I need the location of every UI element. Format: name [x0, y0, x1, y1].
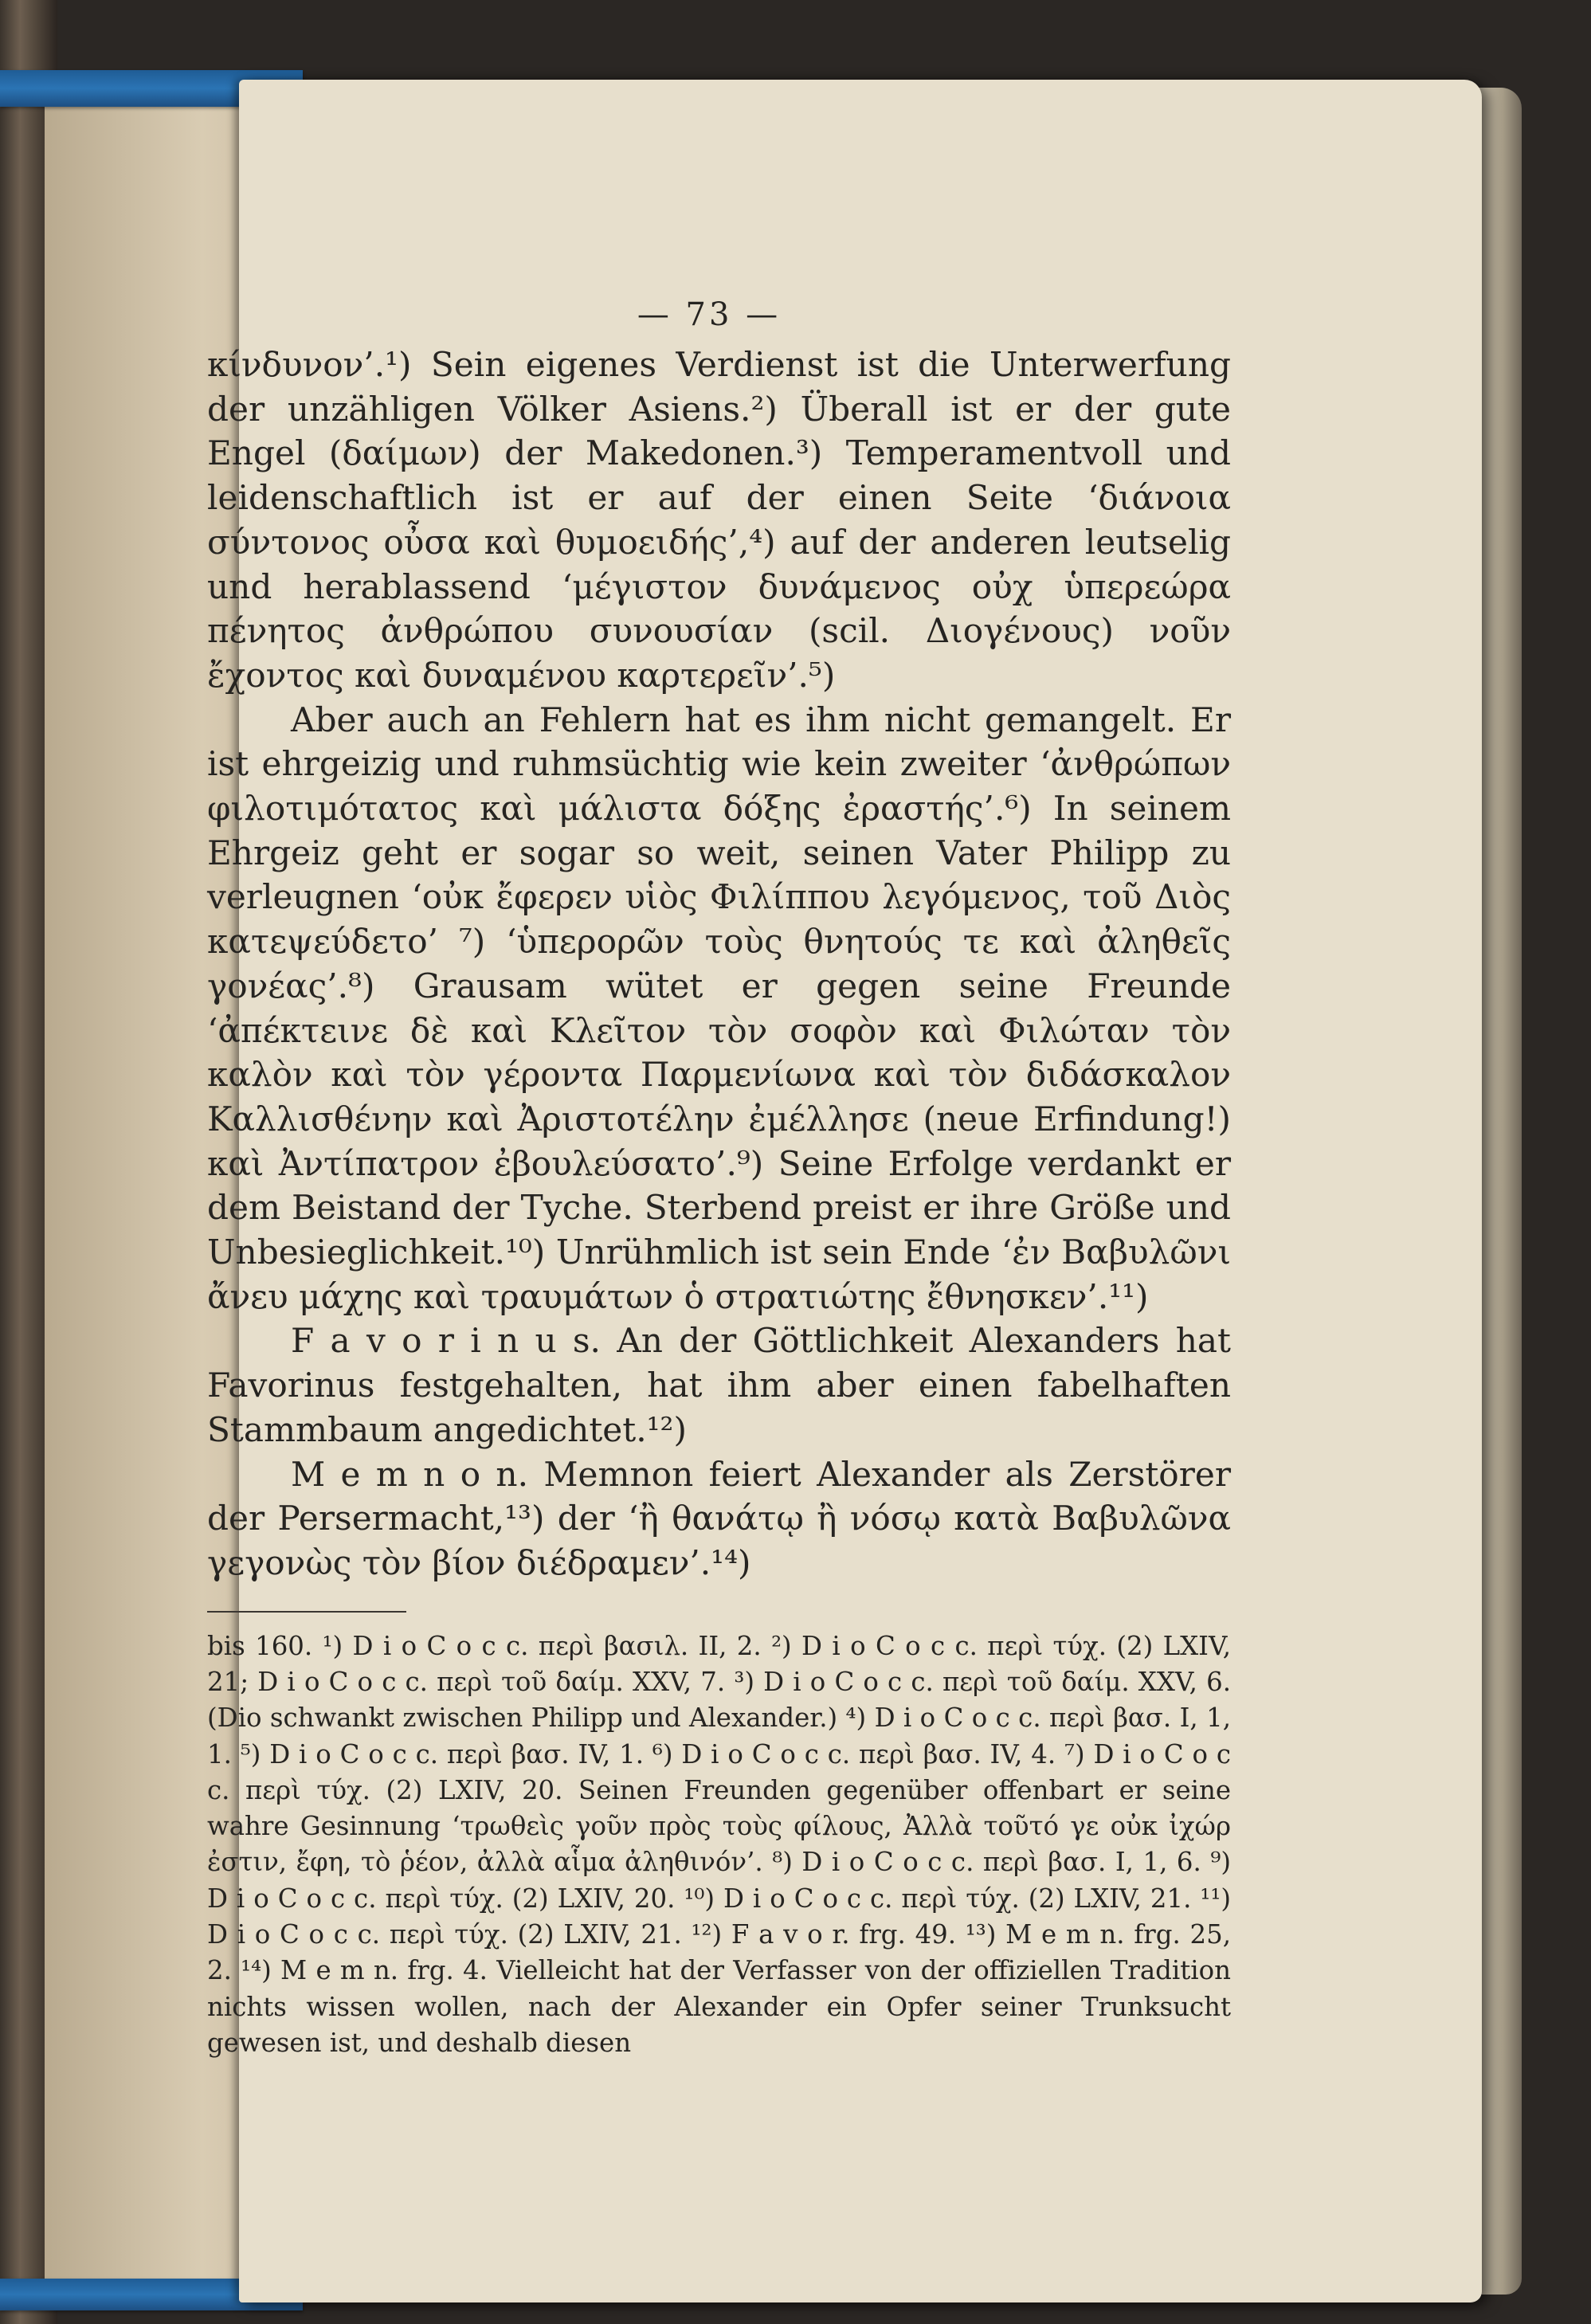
paragraph-3: F a v o r i n u s. An der Göttlichkeit Alexanders hat Favorinus festgehalten, hat ihm aber einen fabelhaften Stammbaum angedichtet.¹²) — [207, 1321, 1231, 1449]
body-text — [207, 343, 1231, 1585]
page-content — [207, 343, 1231, 2061]
page-number: — 73 — — [637, 296, 782, 333]
footnote-rule — [207, 1611, 406, 1613]
paragraph-1: κίνδυνον’.¹) Sein eigenes Verdienst ist die Unterwerfung der unzähligen Völker Asiens.²) Überall ist er der gute Engel (δαίμων) der Makedonen.³) Temperamentvoll und leidenschaftlich ist er auf der einen Seite ‘διάνοια σύντονος οὖσα καὶ θυμοειδής’,⁴) auf der anderen leutselig und herablassend ‘μέγιστον δυνάμενος οὐχ ὑπερεώρα πένητος ἀνθρώπου συνουσίαν (scil. Διογένους) νοῦν ἔχοντος καὶ δυναμένου καρτερεῖν’.⁵) — [207, 345, 1231, 695]
footnotes — [207, 1628, 1231, 2062]
footnote-text: bis 160. ¹) D i o C o c c. περὶ βασιλ. II, 2. ²) D i o C o c c. περὶ τύχ. (2) LXIV, 21; D i o C o c c. περὶ τοῦ δαίμ. XXV, 7. ³) D i o C o c c. περὶ τοῦ δαίμ. XXV, 6. (Dio schwankt zwischen Philipp und Alexander.) ⁴) D i o C o c c. περὶ βασ. I, 1, 1. ⁵) D i o C o c c. περὶ βασ. IV, 1. ⁶) D i o C o c c. περὶ βασ. IV, 4. ⁷) D i o C o c c. περὶ τύχ. (2) LXIV, 20. Seinen Freunden gegenüber offenbart er seine wahre Gesinnung ‘τρωθεὶς γοῦν πρὸς τοὺς φίλους, Ἀλλὰ τοῦτό γε οὐκ ἰχώρ ἐστιν, ἔφη, τὸ ῥέον, ἀλλὰ αἷμα ἀληθινόν’. ⁸) D i o C o c c. περὶ βασ. I, 1, 6. ⁹) D i o C o c c. περὶ τύχ. (2) LXIV, 20. ¹⁰) D i o C o c c. περὶ τύχ. (2) LXIV, 21. ¹¹) D i o C o c c. περὶ τύχ. (2) LXIV, 21. ¹²) F a v o r. frg. 49. ¹³) M e m n. frg. 25, 2. ¹⁴) M e m n. frg. 4. Vielleicht hat der Verfasser von der offiziellen Tradition nichts wissen wollen, nach der Alexander ein Opfer seiner Trunksucht gewesen ist, und deshalb diesen — [207, 1630, 1231, 2058]
paragraph-2: Aber auch an Fehlern hat es ihm nicht gemangelt. Er ist ehrgeizig und ruhmsüchtig wie kein zweiter ‘ἀνθρώπων φιλοτιμότατος καὶ μάλιστα δόξης ἐραστής’.⁶) In seinem Ehrgeiz geht er sogar so weit, seinen Vater Philipp zu verleugnen ‘οὐκ ἔφερεν υἱὸς Φιλίππου λεγόμενος, τοῦ Διὸς κατεψεύδετο’ ⁷) ‘ὑπερορῶν τοὺς θνητούς τε καὶ ἀληθεῖς γονέας’.⁸) Grausam wütet er gegen seine Freunde ‘ἀπέκτεινε δὲ καὶ Κλεῖτον τὸν σοφὸν καὶ Φιλώταν τὸν καλὸν καὶ τὸν γέροντα Παρμενίωνα καὶ τὸν διδάσκαλον Καλλισθένην καὶ Ἀριστοτέλην ἐμέλλησε (neue Erfindung!) καὶ Ἀντίπατρον ἐβουλεύσατο’.⁹) Seine Erfolge verdankt er dem Beistand der Tyche. Sterbend preist er ihre Größe und Unbesieglichkeit.¹⁰) Unrühmlich ist sein Ende ‘ἐν Βαβυλῶνι ἄνευ μάχης καὶ τραυμάτων ὁ στρατιώτης ἔθνησκεν’.¹¹) — [207, 700, 1231, 1316]
paragraph-4: M e m n o n. Memnon feiert Alexander als Zerstörer der Persermacht,¹³) der ‘ἢ θανάτῳ ἢ νόσῳ κατὰ Βαβυλῶνα γεγονὼς τὸν βίον διέδραμεν’.¹⁴) — [207, 1454, 1231, 1582]
book-page — [207, 80, 1482, 2302]
